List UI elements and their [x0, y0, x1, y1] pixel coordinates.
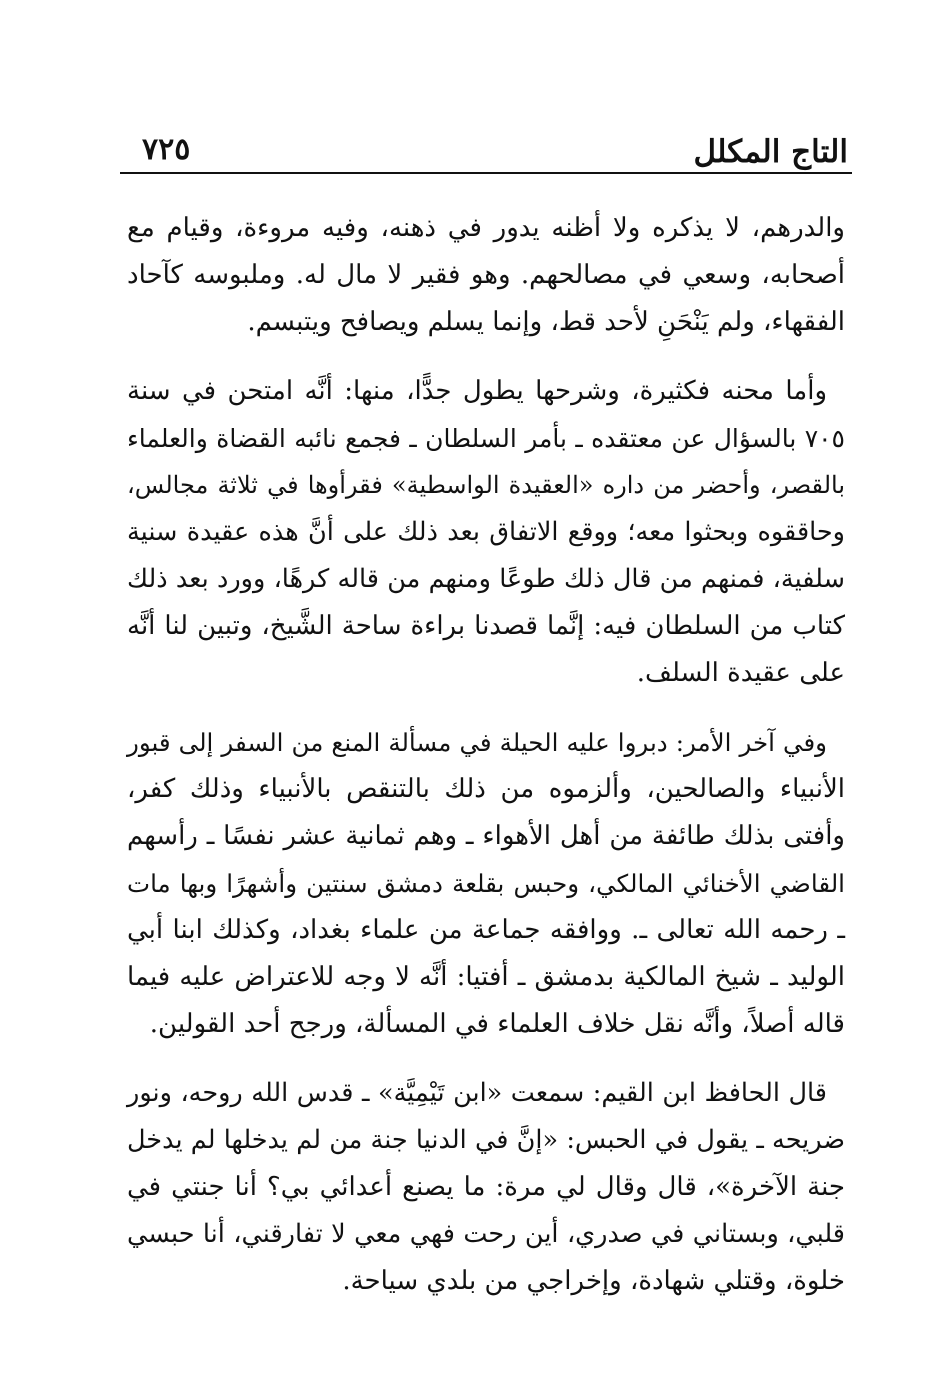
text-line: وحاققوه وبحثوا معه؛ ووقع الاتفاق بعد ذلك على أنَّ هذه عقيدة سنية [127, 517, 845, 547]
text-line: وأما محنه فكثيرة، وشرحها يطول جدًّا، منها: أنَّه امتحن في سنة [127, 376, 827, 406]
text-line: أصحابه، وسعي في مصالحهم. وهو فقير لا مال له. وملبوسه كآحاد [127, 260, 845, 290]
paragraph-2 [127, 368, 845, 697]
page-header [120, 128, 852, 174]
text-line: على عقيدة السلف. [636, 658, 845, 688]
paragraph-3 [127, 719, 845, 1048]
text-line: القاضي الأخنائي المالكي، وحبس بقلعة دمشق سنتين وأشهرًا وبها مات [127, 869, 845, 898]
paragraph-4 [127, 1070, 845, 1305]
text-line: الوليد ـ شيخ المالكية بدمشق ـ أفتيا: أنَّه لا وجه للاعتراض عليه فيما [127, 962, 845, 992]
text-line: وفي آخر الأمر: دبروا عليه الحيلة في مسألة المنع من السفر إلى قبور [127, 728, 827, 757]
page-number: ٧٢٥ [142, 132, 191, 167]
text-line: وأفتى بذلك طائفة من أهل الأهواء ـ وهم ثمانية عشر نفسًا ـ رأسهم [127, 821, 845, 851]
text-line: الفقهاء، ولم يَنْحَنِ لأحد قط، وإنما يسلم ويصافح ويتبسم. [247, 307, 845, 337]
text-line: جنة الآخرة»، قال وقال لي مرة: ما يصنع أعدائي بي؟ أنا جنتي في [127, 1172, 845, 1202]
text-line: قال الحافظ ابن القيم: سمعت «ابن تَيْمِيَّة» ـ قدس الله روحه، ونور [127, 1078, 827, 1108]
text-line: الأنبياء والصالحين، وألزموه من ذلك بالتنقص بالأنبياء وذلك كفر، [127, 774, 845, 804]
text-line: والدرهم، لا يذكره ولا أظنه يدور في ذهنه، وفيه مروءة، وقيام مع [127, 213, 845, 243]
text-line: ـ رحمه الله تعالى ـ. ووافقه جماعة من علماء بغداد، وكذلك ابنا أبي [127, 915, 845, 945]
text-line: قلبي، وبستاني في صدري، أين رحت فهي معي لا تفارقني، أنا حبسي [127, 1219, 845, 1249]
text-line: بالقصر، وأحضر من داره «العقيدة الواسطية» فقرأوها في ثلاثة مجالس، [127, 471, 845, 499]
text-line: خلوة، وقتلي شهادة، وإخراجي من بلدي سياحة. [342, 1266, 845, 1296]
page-body [127, 205, 845, 1327]
text-line: سلفية، فمنهم من قال ذلك طوعًا ومنهم من قاله كرهًا، وورد بعد ذلك [127, 564, 845, 594]
running-title: التاج المكلل [693, 134, 848, 170]
text-line: قاله أصلاً، وأنَّه نقل خلاف العلماء في المسألة، ورجح أحد القولين. [149, 1009, 845, 1039]
paragraph-1 [127, 205, 845, 346]
text-line: كتاب من السلطان فيه: إنَّما قصدنا براءة ساحة الشَّيخ، وتبين لنا أنَّه [127, 611, 845, 641]
text-line: ٧٠٥ بالسؤال عن معتقده ـ بأمر السلطان ـ فجمع نائبه القضاة والعلماء [127, 424, 845, 453]
text-line: ضريحه ـ يقول في الحبس: «إنَّ في الدنيا جنة من لم يدخلها لم يدخل [127, 1125, 845, 1155]
